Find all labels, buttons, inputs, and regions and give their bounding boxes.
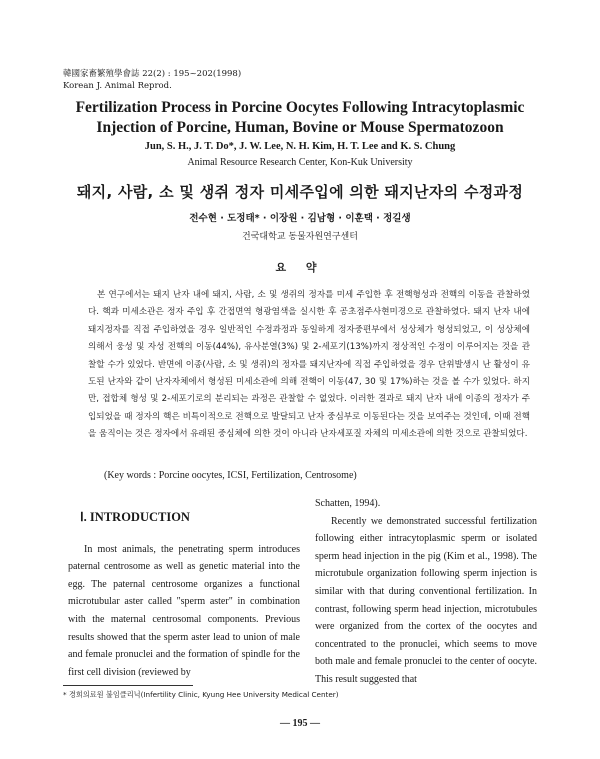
intro-continuation: Schatten, 1994). <box>315 498 381 509</box>
journal-citation <box>63 68 241 92</box>
paper-title-en-line2: Injection of Porcine, Human, Bovine or Mouse Spermatozoon <box>96 119 504 136</box>
affiliation-en: Animal Resource Research Center, Kon-Kuk University <box>187 157 413 168</box>
affiliation-ko: 건국대학교 동물자원연구센터 <box>242 232 358 242</box>
abstract-body <box>88 287 530 444</box>
paper-title-en-line1: Fertilization Process in Porcine Oocytes Following Intracytoplasmic <box>75 99 525 116</box>
footnote: * 경희의료원 불임클리닉(Infertility Clinic, Kyung Hee University Medical Center) <box>63 690 339 699</box>
journal-citation-line1: 韓國家畜繁殖學會誌 22(2) : 195~202(1998) <box>63 69 242 79</box>
authors-en: Jun, S. H., J. T. Do*, J. W. Lee, N. H. Kim, H. T. Lee and K. S. Chung <box>144 141 456 152</box>
footnote-divider <box>63 685 193 686</box>
keywords: (Key words : Porcine oocytes, ICSI, Fertilization, Centrosome) <box>104 470 357 481</box>
journal-citation-line2: Korean J. Animal Reprod. <box>63 81 172 91</box>
abstract-heading: 요 약 <box>275 261 325 274</box>
intro-paragraph-right: Recently we demonstrated successful fertilization following either intracytoplasmic sperm or isolated sperm head injection in the pig (Kim et al., 1998). The microtubule organization following sperm injection is similar with that during conventional fertilization. In contrast, following sperm head injection, microtubules were organized from the cortex of the oocytes and concentrated to the pronuclei, which seems to move both male and female pronuclei to the center of oocyte. This result suggested that <box>315 515 537 685</box>
abstract-paragraph: 본 연구에서는 돼지 난자 내에 돼지, 사람, 소 및 생쥐의 정자를 미세 주입한 후 전핵형성과 전핵의 이동을 관찰하였다. 핵과 미세소관은 정자 주입 후 간접면역 형광염색을 실시한 후 공초점주사현미경으로 관찰하였다. 돼지 난자 내에 돼지정자를 직접 주입하였을 경우 일반적인 수정과정과 동일하게 정자중편부에서 성상체가 형성되었고, 이 성상체에 의해서 웅성 및 자성 전핵의 이동(44%), 유사분열(3%) 및 2-세포기(13%)까지 정상적인 수정이 이루어지는 것을 관찰할 수가 있었다. 반면에 이종(사람, 소 및 생쥐)의 정자를 돼지난자에 직접 주입하였을 경우 단위발생시 난 활성이 유도된 난자와 같이 난자자체에서 형성된 미세소관에 의해 전핵이 이동(47, 30 및 17%)하는 것을 볼 수가 있었다. 하지만, 접합체 형성 및 2-세포기로의 분리되는 과정은 관찰할 수 없었다. 이러한 결과로 돼지 난자 내에 이종의 정자가 주입되었을 때 정자의 핵은 비특이적으로 전핵으로 발달되고 난자 중심부로 이동된다는 것을 보여주는 것인데, 이때 전핵을 움직이는 것은 정자에서 유래된 중심체에 의한 것이 아니라 난자세포질 자체의 미세소관에 의한 것으로 관찰되었다. <box>88 290 530 440</box>
authors-ko: 전수현 · 도정태* · 이장원 · 김남형 · 이훈택 · 정길생 <box>189 213 411 224</box>
right-column <box>315 495 537 689</box>
intro-paragraph-left: In most animals, the penetrating sperm introduces paternal centrosome as well as genetic material into the egg. The paternal centrosome organizes a functional microtubular aster called "sperm aster" in combination with the maternal centrosomal components. Previous results showed that the sperm aster lead to union of male and female pronuclei and the formation of spindle for the first cell division (reviewed by <box>68 543 300 678</box>
left-column <box>68 495 300 681</box>
section-heading-introduction: Ⅰ. INTRODUCTION <box>80 510 190 524</box>
paper-title-ko: 돼지, 사람, 소 및 생쥐 정자 미세주입에 의한 돼지난자의 수정과정 <box>76 183 524 201</box>
page-number: — 195 — <box>280 718 320 729</box>
